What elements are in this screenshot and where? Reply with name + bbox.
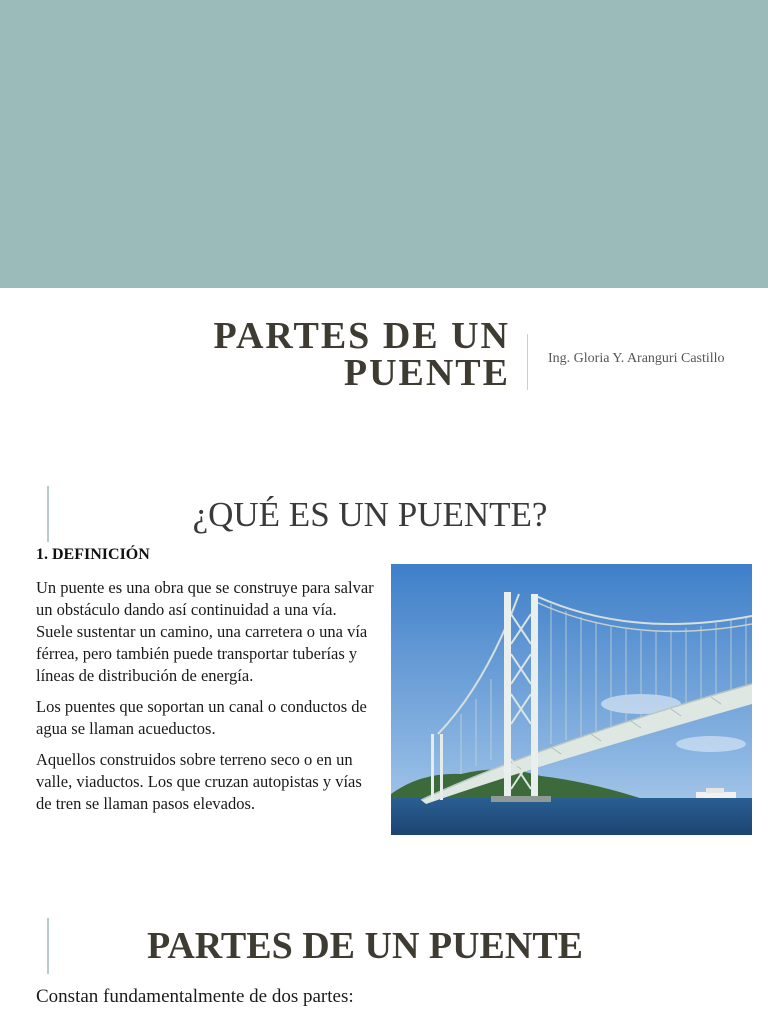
- section-heading: ¿QUÉ ES UN PUENTE?: [192, 495, 548, 534]
- bridge-photo: [391, 564, 752, 835]
- presentation-title: [150, 315, 510, 394]
- definition-subheading: 1. DEFINICIÓN: [36, 546, 150, 563]
- author-subtitle: Ing. Gloria Y. Aranguri Castillo: [548, 351, 725, 366]
- title-slide-banner: [0, 0, 768, 288]
- presentation-title-line-2: PUENTE: [343, 352, 510, 394]
- presentation-title-line-1: PARTES DE UN: [213, 315, 510, 357]
- section-accent-bar: [47, 486, 49, 542]
- definition-paragraph: Un puente es una obra que se construye para salvar un obstáculo dando así continuidad a una vía. Suele sustentar un camino, una carretera o una vía férrea, pero también puede transportar tuberías y líneas de distribución de energía.: [36, 578, 374, 685]
- definition-text: [36, 577, 376, 824]
- definition-paragraph: Aquellos construidos sobre terreno seco o en un valle, viaductos. Los que cruzan autopistas y vías de tren se llaman pasos elevados.: [36, 750, 362, 813]
- parts-heading: PARTES DE UN PUENTE: [146, 925, 584, 967]
- title-divider: [527, 334, 528, 390]
- suspension-bridge-image: [391, 564, 752, 835]
- parts-intro-text: Constan fundamentalmente de dos partes:: [36, 986, 354, 1007]
- definition-paragraph: Los puentes que soportan un canal o conductos de agua se llaman acueductos.: [36, 697, 367, 738]
- section-accent-bar: [47, 918, 49, 974]
